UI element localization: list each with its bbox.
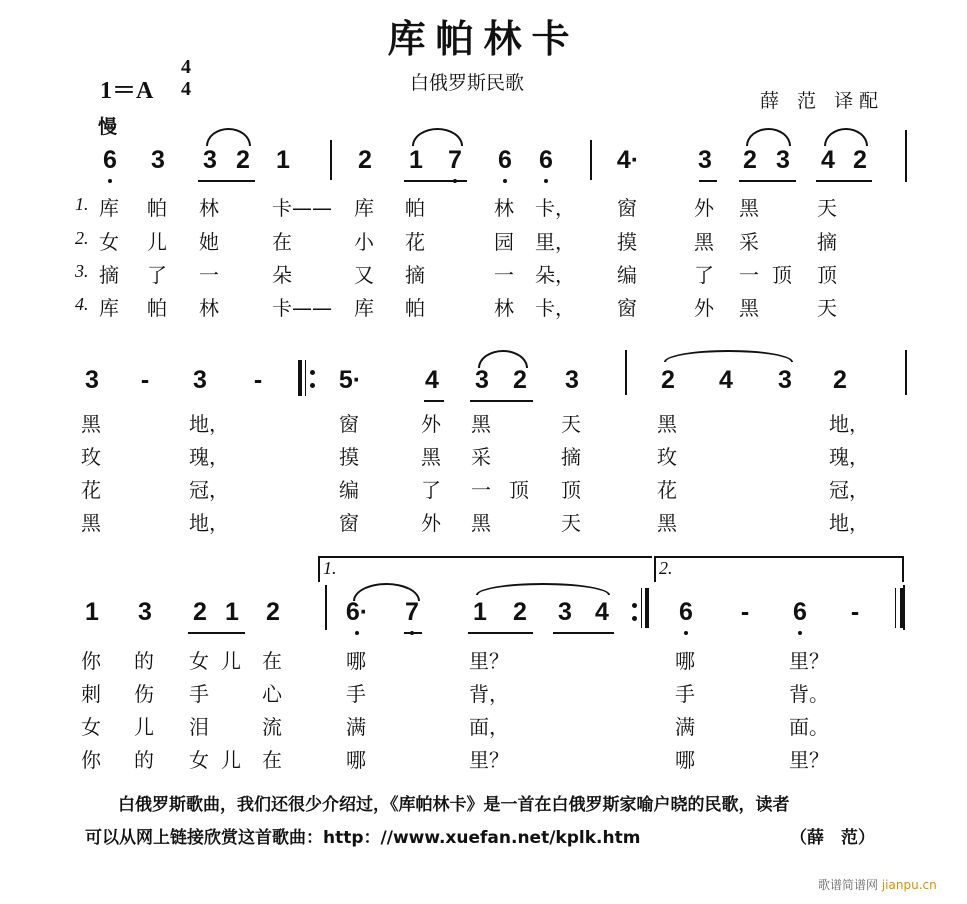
- note: -: [740, 598, 750, 626]
- lyric-syllable: 小: [354, 230, 374, 254]
- lyric-syllable: 里？: [789, 649, 829, 673]
- lyric-syllable: 地，: [829, 511, 869, 535]
- lyric-syllable: 林: [494, 296, 514, 320]
- lyric-syllable: 花: [405, 230, 425, 254]
- note: 1: [85, 598, 99, 626]
- barline: [905, 130, 907, 182]
- lyric-syllable: 外: [421, 511, 441, 535]
- lyric-syllable: 儿: [221, 748, 241, 772]
- lyric-syllable: 顶: [561, 478, 581, 502]
- lyric-syllable: 林: [199, 296, 219, 320]
- verse-number: 1.: [75, 194, 89, 214]
- time-signature: [176, 56, 196, 100]
- lyric-syllable: 冠，: [829, 478, 869, 502]
- lyric-syllable: 冠，: [189, 478, 229, 502]
- lyric-syllable: 摘: [405, 263, 425, 287]
- lyric-syllable: 地，: [829, 412, 869, 436]
- watermark-text: 歌谱简谱网: [818, 878, 879, 892]
- footnote-author: （薛 范）: [790, 828, 875, 848]
- lyric-syllable: 林: [494, 196, 514, 220]
- lyric-syllable: 卡，: [535, 196, 575, 220]
- slur: [206, 128, 251, 146]
- note: 2: [236, 146, 250, 174]
- note: 7: [400, 598, 424, 627]
- note: 1: [276, 146, 290, 174]
- volta-2-label: 2.: [659, 558, 673, 578]
- lyric-syllable: 帕: [405, 196, 425, 220]
- note: 2: [661, 366, 675, 394]
- underline: [188, 632, 245, 634]
- note: 2: [833, 366, 847, 394]
- slur: [824, 128, 868, 146]
- underline: [404, 632, 422, 634]
- note: 2: [513, 366, 527, 394]
- note: 3: [193, 366, 207, 394]
- lyric-syllable: 手: [189, 682, 209, 706]
- lyric-syllable: 黑: [657, 412, 677, 436]
- lyric-syllable: 卡——: [272, 296, 332, 320]
- underline: [468, 632, 533, 634]
- lyric-syllable: 女: [99, 230, 119, 254]
- note: 6: [788, 598, 812, 627]
- note: -: [140, 366, 150, 394]
- note: 1: [473, 598, 487, 626]
- repeat-end-thick: [645, 588, 649, 628]
- lyric-syllable: 林: [199, 196, 219, 220]
- note: 1: [225, 598, 239, 626]
- lyric-syllable: 帕: [405, 296, 425, 320]
- underline: [739, 180, 796, 182]
- lyric-syllable: 背，: [469, 682, 509, 706]
- note: 3: [558, 598, 572, 626]
- lyric-syllable: 满: [346, 715, 366, 739]
- lyric-syllable: 面。: [789, 715, 829, 739]
- final-thick: [900, 588, 904, 628]
- lyric-syllable: 在: [272, 230, 292, 254]
- lyric-syllable: 采: [739, 230, 759, 254]
- song-title: 库帕林卡: [387, 17, 580, 61]
- slur: [746, 128, 791, 146]
- note: 3: [203, 146, 217, 174]
- lyric-syllable: 窗: [617, 296, 637, 320]
- underline: [404, 180, 467, 182]
- lyric-syllable: 编: [339, 478, 359, 502]
- note: 6: [493, 146, 517, 175]
- lyric-syllable: 玫: [81, 445, 101, 469]
- barline: [330, 140, 332, 180]
- repeat-end-thin: [641, 588, 642, 628]
- lyric-syllable: 外: [694, 196, 714, 220]
- lyric-syllable: 黑: [739, 296, 759, 320]
- lyric-syllable: 朵，: [535, 263, 575, 287]
- lyric-syllable: 满: [675, 715, 695, 739]
- note: 2: [513, 598, 527, 626]
- lyric-syllable: 外: [421, 412, 441, 436]
- lyric-syllable: 天: [561, 511, 581, 535]
- volta-1: [318, 556, 652, 582]
- note: 2: [193, 598, 207, 626]
- lyric-syllable: 外: [694, 296, 714, 320]
- note: 2: [266, 598, 280, 626]
- lyric-syllable: 刺: [81, 682, 101, 706]
- lyric-syllable: 的: [134, 748, 154, 772]
- lyric-syllable: 一: [739, 263, 759, 287]
- final-thin: [895, 588, 896, 628]
- barline: [325, 585, 327, 630]
- lyric-syllable: 黑: [471, 412, 491, 436]
- note: 3: [475, 366, 489, 394]
- time-bottom: 4: [181, 78, 191, 100]
- lyric-syllable: 的: [134, 649, 154, 673]
- footnote-line-1: 白俄罗斯歌曲，我们还很少介绍过，《库帕林卡》是一首在白俄罗斯家喻户晓的民歌，读者: [118, 795, 790, 815]
- lyric-syllable: 哪: [346, 748, 366, 772]
- lyric-syllable: 黑: [739, 196, 759, 220]
- lyric-syllable: 摘: [99, 263, 119, 287]
- note: 3: [778, 366, 792, 394]
- lyric-syllable: 里？: [469, 649, 509, 673]
- slur: [412, 128, 463, 146]
- lyric-syllable: 了: [694, 263, 714, 287]
- lyric-syllable: 心: [262, 682, 282, 706]
- underline: [699, 180, 717, 182]
- lyric-syllable: 儿: [134, 715, 154, 739]
- note: 2: [358, 146, 372, 174]
- underline: [424, 400, 444, 402]
- note: 1: [409, 146, 423, 174]
- lyric-syllable: 帕: [147, 296, 167, 320]
- time-top: 4: [181, 56, 191, 78]
- lyric-syllable: 女: [189, 649, 209, 673]
- subtitle: 白俄罗斯民歌: [410, 72, 525, 94]
- lyric-syllable: 卡，: [535, 296, 575, 320]
- lyric-syllable: 你: [81, 748, 101, 772]
- note: 4: [595, 598, 609, 626]
- lyric-syllable: 黑: [81, 511, 101, 535]
- verse-number: 2.: [75, 228, 89, 248]
- lyric-syllable: 在: [262, 748, 282, 772]
- lyric-syllable: 卡——: [272, 196, 332, 220]
- note: 6·: [345, 598, 369, 626]
- lyric-syllable: 儿: [147, 230, 167, 254]
- lyric-syllable: 瑰，: [189, 445, 229, 469]
- watermark: [818, 876, 937, 893]
- lyric-syllable: 玫: [657, 445, 677, 469]
- lyric-syllable: 又: [354, 263, 374, 287]
- footnote-line-2: 可以从网上链接欣赏这首歌曲：http：//www.xuefan.net/kplk.htm: [85, 828, 641, 848]
- lyric-syllable: 女: [189, 748, 209, 772]
- note: 7: [443, 146, 467, 175]
- lyric-syllable: 顶: [817, 263, 837, 287]
- lyric-syllable: 库: [99, 196, 119, 220]
- volta-1-label: 1.: [323, 558, 337, 578]
- slur: [478, 350, 528, 368]
- lyric-syllable: 在: [262, 649, 282, 673]
- lyric-syllable: 地，: [189, 511, 229, 535]
- lyric-syllable: 窗: [617, 196, 637, 220]
- lyric-syllable: 了: [421, 478, 441, 502]
- arranger: 薛 范 译配: [760, 90, 885, 112]
- lyric-syllable: 黑: [657, 511, 677, 535]
- note: 4: [425, 366, 439, 394]
- underline: [198, 180, 255, 182]
- lyric-syllable: 黑: [421, 445, 441, 469]
- lyric-syllable: 库: [354, 296, 374, 320]
- lyric-syllable: 一: [471, 478, 491, 502]
- repeat-start-thick: [298, 360, 302, 396]
- barline: [590, 140, 592, 180]
- note: 4: [719, 366, 733, 394]
- lyric-syllable: 你: [81, 649, 101, 673]
- note: 3: [565, 366, 579, 394]
- watermark-site: jianpu.cn: [881, 878, 937, 892]
- slur: [476, 583, 610, 595]
- lyric-syllable: 里？: [789, 748, 829, 772]
- repeat-start-thin: [305, 360, 306, 396]
- repeat-dot: [632, 603, 637, 608]
- underline: [470, 400, 533, 402]
- lyric-syllable: 黑: [694, 230, 714, 254]
- repeat-dot: [632, 616, 637, 621]
- lyric-syllable: 背。: [789, 682, 829, 706]
- lyric-syllable: 朵: [272, 263, 292, 287]
- lyric-syllable: 手: [675, 682, 695, 706]
- lyric-syllable: 窗: [339, 511, 359, 535]
- lyric-syllable: 天: [817, 196, 837, 220]
- lyric-syllable: 儿: [221, 649, 241, 673]
- lyric-syllable: 流: [262, 715, 282, 739]
- lyric-syllable: 瑰，: [829, 445, 869, 469]
- lyric-syllable: 库: [99, 296, 119, 320]
- slur: [664, 350, 793, 362]
- lyric-syllable: 摸: [617, 230, 637, 254]
- lyric-syllable: 采: [471, 445, 491, 469]
- lyric-syllable: 泪: [189, 715, 209, 739]
- lyric-syllable: 面，: [469, 715, 509, 739]
- note: 6: [98, 146, 122, 175]
- note: 6: [534, 146, 558, 175]
- lyric-syllable: 库: [354, 196, 374, 220]
- lyric-syllable: 里，: [535, 230, 575, 254]
- barline: [905, 350, 907, 395]
- lyric-syllable: 伤: [134, 682, 154, 706]
- lyric-syllable: 花: [657, 478, 677, 502]
- lyric-syllable: 一: [494, 263, 514, 287]
- note: 2: [853, 146, 867, 174]
- note: 4·: [616, 146, 640, 174]
- lyric-syllable: 窗: [339, 412, 359, 436]
- lyric-syllable: 女: [81, 715, 101, 739]
- note: 3: [151, 146, 165, 174]
- lyric-syllable: 里？: [469, 748, 509, 772]
- lyric-syllable: 了: [147, 263, 167, 287]
- lyric-syllable: 园: [494, 230, 514, 254]
- lyric-syllable: 帕: [147, 196, 167, 220]
- lyric-syllable: 顶: [509, 478, 529, 502]
- note: 3: [85, 366, 99, 394]
- note: -: [253, 366, 263, 394]
- note: 2: [743, 146, 757, 174]
- note: 3: [698, 146, 712, 174]
- lyric-syllable: 摘: [561, 445, 581, 469]
- underline: [816, 180, 872, 182]
- note: 3: [138, 598, 152, 626]
- lyric-syllable: 编: [617, 263, 637, 287]
- underline: [553, 632, 614, 634]
- note: -: [850, 598, 860, 626]
- verse-number: 3.: [75, 261, 89, 281]
- lyric-syllable: 哪: [675, 649, 695, 673]
- volta-2: [654, 556, 904, 582]
- lyric-syllable: 顶: [772, 263, 792, 287]
- lyric-syllable: 地，: [189, 412, 229, 436]
- verse-number: 4.: [75, 294, 89, 314]
- lyric-syllable: 哪: [346, 649, 366, 673]
- lyric-syllable: 花: [81, 478, 101, 502]
- repeat-dot: [310, 370, 315, 375]
- lyric-syllable: 摘: [817, 230, 837, 254]
- lyric-syllable: 天: [817, 296, 837, 320]
- lyric-syllable: 摸: [339, 445, 359, 469]
- lyric-syllable: 天: [561, 412, 581, 436]
- barline: [625, 350, 627, 395]
- lyric-syllable: 她: [199, 230, 219, 254]
- lyric-syllable: 黑: [471, 511, 491, 535]
- note: 3: [776, 146, 790, 174]
- note: 5·: [338, 366, 362, 394]
- lyric-syllable: 一: [199, 263, 219, 287]
- slur: [353, 583, 420, 601]
- note: 6: [674, 598, 698, 627]
- key-signature: 1＝A: [100, 78, 154, 104]
- repeat-dot: [310, 383, 315, 388]
- tempo-marking: 慢: [98, 116, 118, 138]
- lyric-syllable: 哪: [675, 748, 695, 772]
- lyric-syllable: 黑: [81, 412, 101, 436]
- note: 4: [821, 146, 835, 174]
- lyric-syllable: 手: [346, 682, 366, 706]
